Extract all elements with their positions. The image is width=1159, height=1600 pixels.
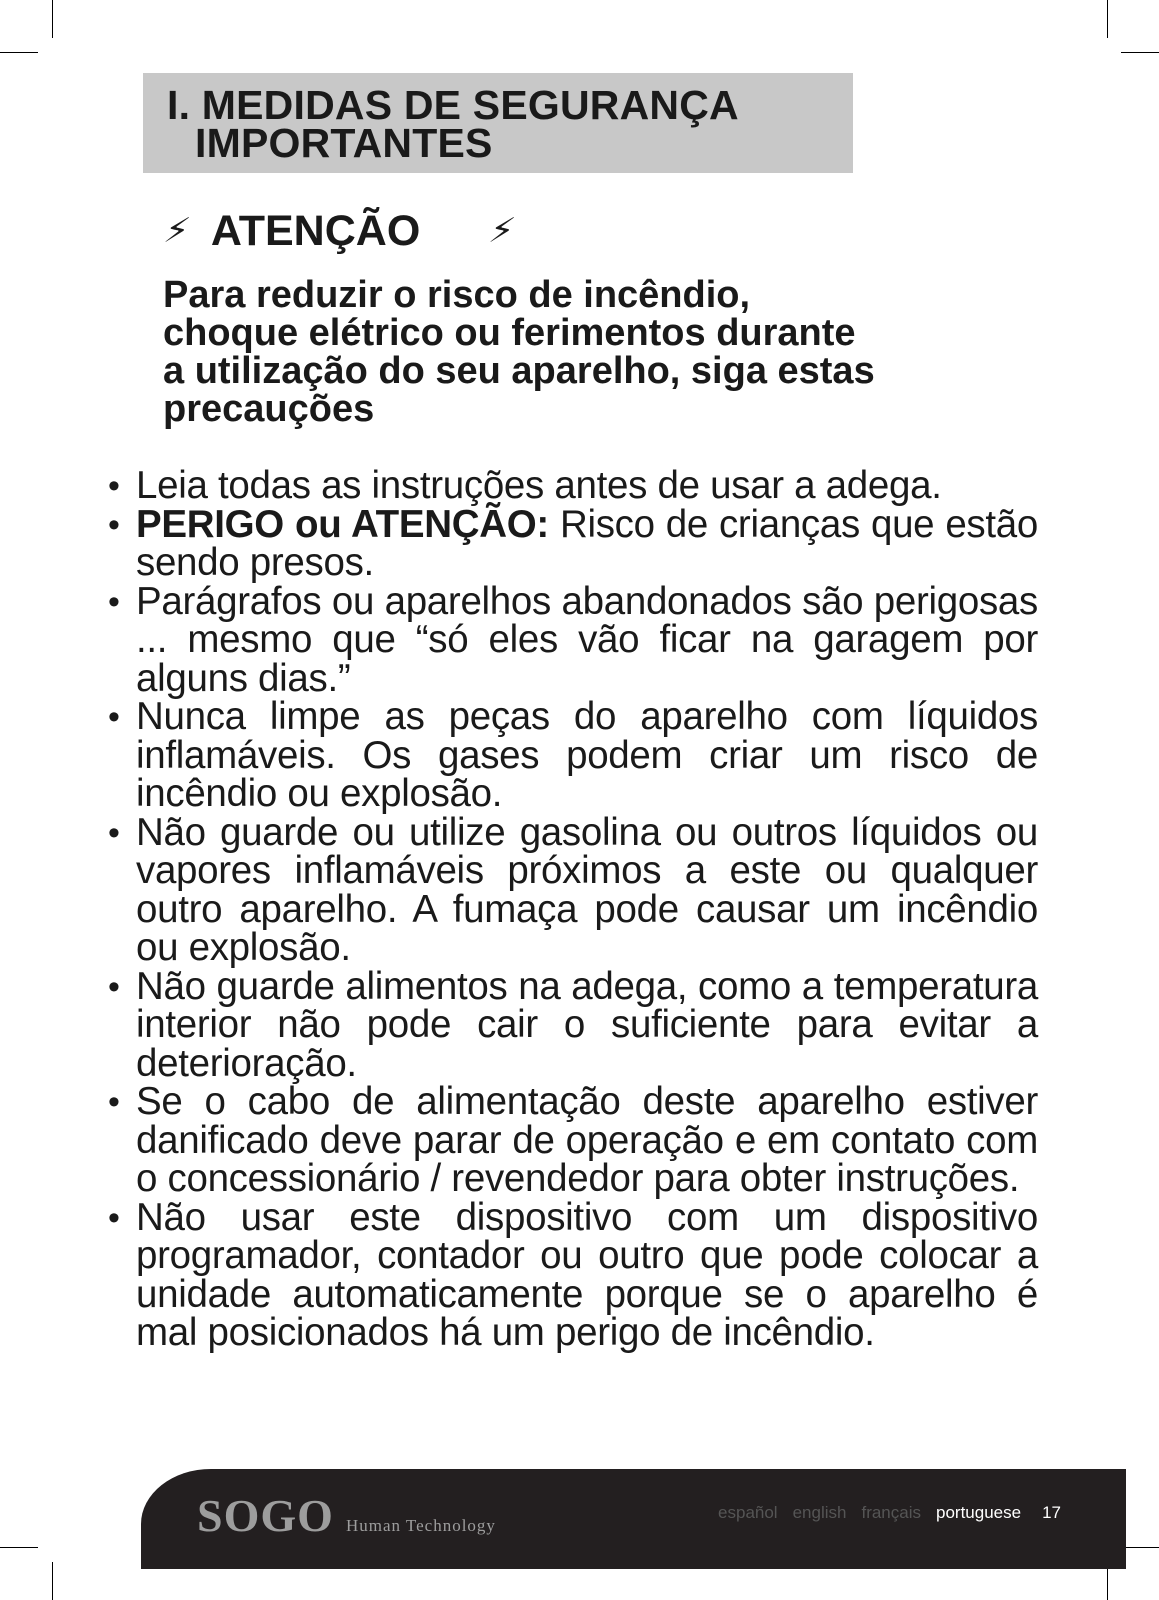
section-heading — [143, 73, 853, 173]
list-item: • Nunca limpe as peças do aparelho com líquidos inflamáveis. Os gases podem criar um risco de incêndio ou explosão. — [108, 695, 1038, 815]
heading-line-1: I. MEDIDAS DE SEGURANÇA — [167, 82, 739, 128]
list-item: • PERIGO ou ATENÇÃO: Risco de crianças que estão sendo presos. — [108, 502, 1038, 584]
bullet-icon: • — [108, 967, 120, 1006]
safety-list — [108, 464, 1038, 1354]
list-item: • Não guarde ou utilize gasolina ou outros líquidos ou vapores inflamáveis próximos a este ou qualquer outro aparelho. A fumaça pode causar um incêndio ou explosão. — [108, 810, 1038, 969]
list-item: • Parágrafos ou aparelhos abandonados são perigosas ... mesmo que “só eles vão ficar na garagem por alguns dias.” — [108, 579, 1038, 700]
bullet-icon: • — [108, 1198, 120, 1237]
page-number: 17 — [1042, 1503, 1061, 1522]
attention-label: ATENÇÃO — [210, 206, 421, 255]
language-link-portuguese[interactable]: portuguese — [936, 1503, 1022, 1522]
crop-mark — [0, 52, 38, 53]
language-link-spanish[interactable]: español — [718, 1503, 778, 1522]
heading-line-2: IMPORTANTES — [195, 120, 493, 166]
intro-line: choque elétrico ou ferimentos durante — [163, 312, 856, 354]
lightning-icon: ⚡ — [160, 212, 193, 250]
brand-name: SOGO — [197, 1490, 334, 1541]
intro-line: precauções — [163, 388, 375, 430]
intro-line: a utilização do seu aparelho, siga estas — [163, 350, 875, 392]
bullet-icon: • — [108, 467, 120, 505]
warning-label: PERIGO ou ATENÇÃO: — [136, 502, 549, 546]
crop-mark — [1121, 1547, 1159, 1548]
crop-mark — [1121, 52, 1159, 53]
intro-paragraph — [163, 276, 1023, 428]
list-item: • Se o cabo de alimentação deste aparelho estiver danificado deve parar de operação e em contato com o concessionário / revendedor para obter instruções. — [108, 1080, 1038, 1200]
list-item: • Não usar este dispositivo com um dispositivo programador, contador ou outro que pode colocar a unidade automaticamente porque se o aparelho é mal posicionados há um perigo de incêndio. — [108, 1195, 1038, 1354]
language-link-english[interactable]: english — [792, 1503, 847, 1522]
page-footer — [141, 1469, 1126, 1569]
list-item: • Não guarde alimentos na adega, como a temperatura interior não pode cair o suficiente para evitar a deterioração. — [108, 964, 1038, 1085]
crop-mark — [0, 1547, 38, 1548]
brand-logo — [197, 1489, 496, 1542]
language-nav — [718, 1503, 1061, 1523]
lightning-icon: ⚡ — [486, 212, 519, 250]
intro-line: Para reduzir o risco de incêndio, — [163, 274, 751, 316]
crop-mark — [1107, 0, 1108, 38]
bullet-icon: • — [108, 1083, 120, 1121]
bullet-icon: • — [108, 813, 120, 852]
crop-mark — [52, 1562, 53, 1600]
crop-mark — [52, 0, 53, 38]
bullet-icon: • — [108, 505, 120, 544]
list-item: • Leia todas as instruções antes de usar a adega. — [108, 464, 942, 507]
brand-tagline: Human Technology — [345, 1516, 496, 1535]
attention-row — [160, 206, 519, 256]
language-link-french[interactable]: français — [861, 1503, 921, 1522]
bullet-icon: • — [108, 698, 120, 736]
bullet-icon: • — [108, 582, 120, 621]
